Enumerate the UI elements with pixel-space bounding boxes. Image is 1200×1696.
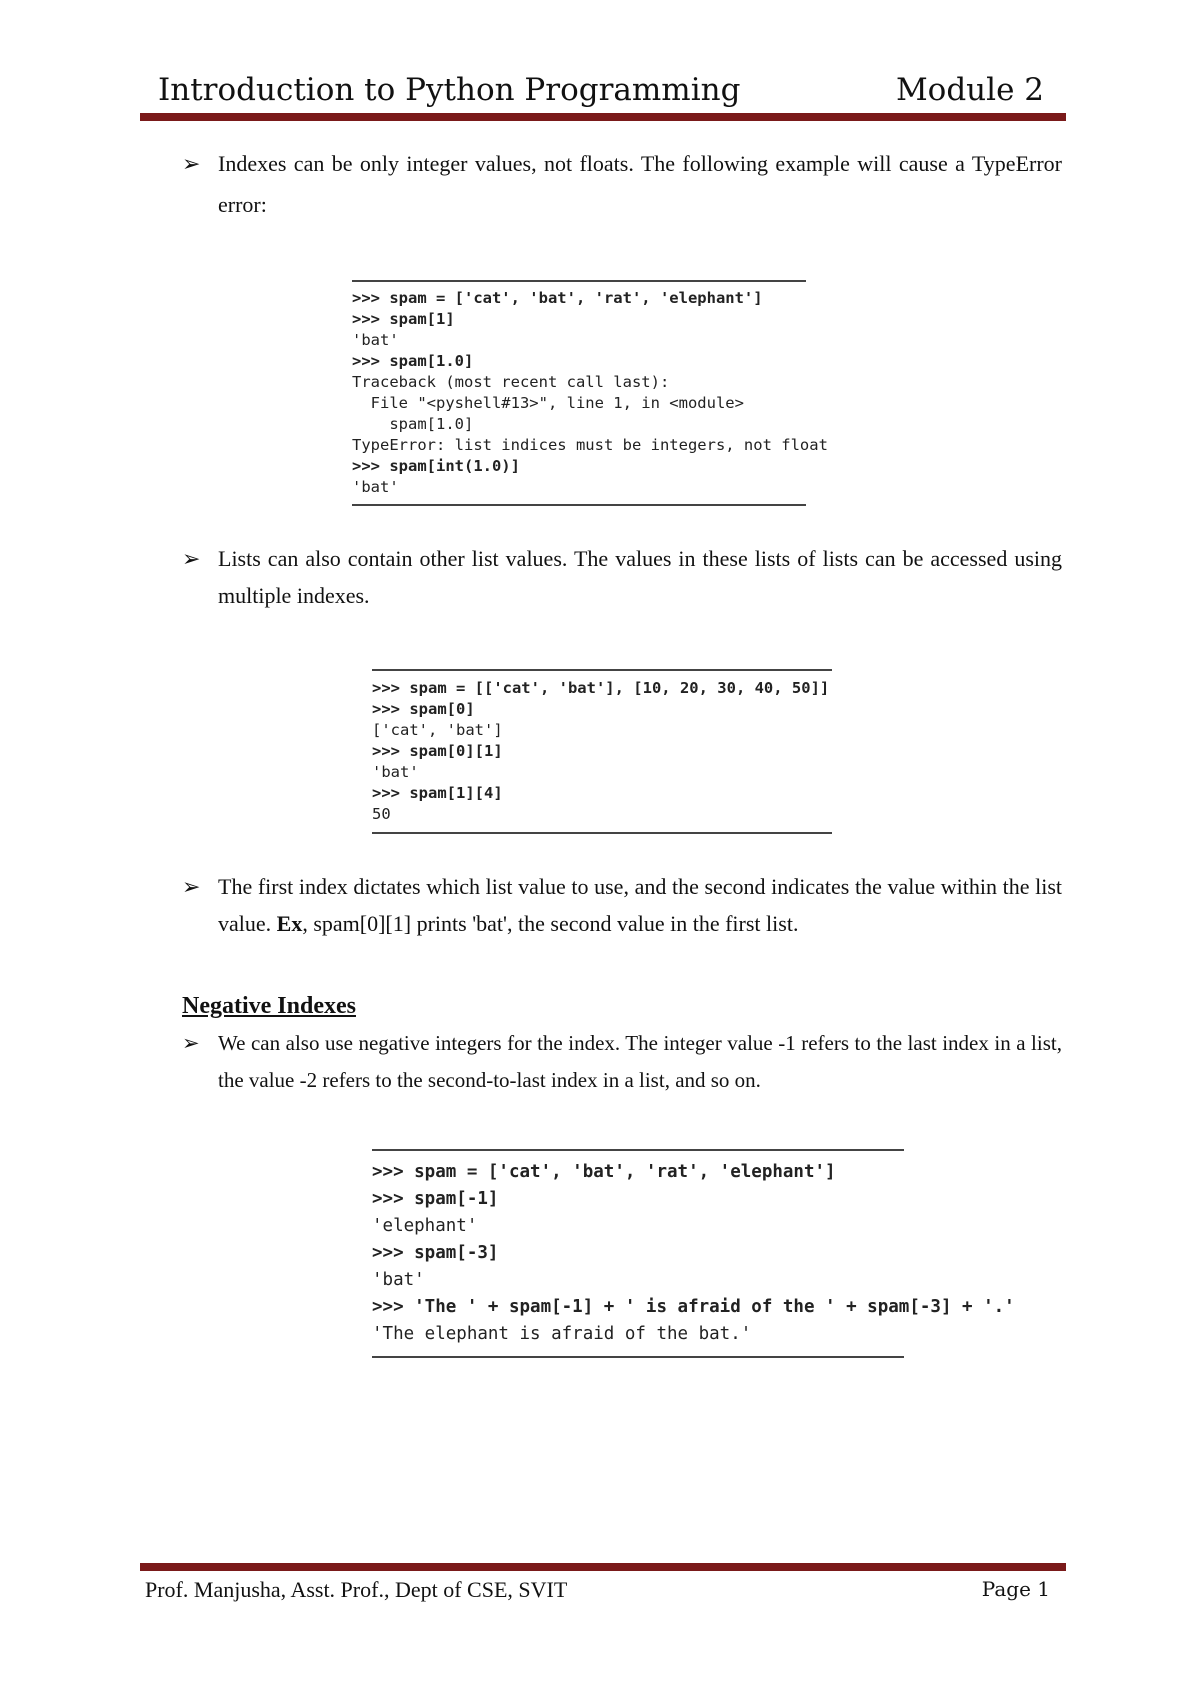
code-line: >>> spam[1] <box>352 310 455 328</box>
arrow-bullet-icon: ➢ <box>182 874 201 899</box>
bullet-nested-lists <box>182 540 1062 614</box>
code-line: 'elephant' <box>372 1216 478 1236</box>
code-line: Traceback (most recent call last): <box>352 373 670 391</box>
code-line: >>> spam[1.0] <box>352 352 474 370</box>
footer-rule <box>140 1563 1066 1571</box>
code-line: 'The elephant is afraid of the bat.' <box>372 1324 752 1344</box>
page-number: Page 1 <box>981 1577 1050 1601</box>
bullet-text <box>218 868 1062 942</box>
arrow-bullet-icon: ➢ <box>182 1031 200 1055</box>
bullet-text-part: The first index dictates which list value to use, and the second indicates the value within the list value. <box>218 874 1062 936</box>
code-block-negative-indexes <box>372 1149 1015 1358</box>
module-label: Module 2 <box>895 72 1044 108</box>
code-rule-bottom <box>372 832 832 834</box>
example-label: Ex <box>276 911 303 936</box>
code-line: >>> spam[0][1] <box>372 742 503 760</box>
code-line: >>> spam[1][4] <box>372 784 503 802</box>
bullet-text: Lists can also contain other list values. The values in these lists of lists can be accessed using multiple indexes. <box>218 546 1062 608</box>
code-line: 'bat' <box>352 331 399 349</box>
code-line: File "<pyshell#13>", line 1, in <module> <box>352 394 744 412</box>
code-line: 'bat' <box>372 763 419 781</box>
code-line: >>> spam[int(1.0)] <box>352 457 520 475</box>
code-line: spam[1.0] <box>352 415 474 433</box>
arrow-bullet-icon: ➢ <box>182 546 201 571</box>
bullet-index-meaning <box>182 868 1062 942</box>
code-line: >>> 'The ' + spam[-1] + ' is afraid of the ' + spam[-3] + '.' <box>372 1297 1015 1317</box>
footer-author: Prof. Manjusha, Asst. Prof., Dept of CSE, SVIT <box>145 1577 568 1602</box>
bullet-negative-indexes <box>182 1025 1062 1099</box>
code-line: >>> spam[-3] <box>372 1243 499 1263</box>
code-block-typeerror <box>352 280 828 506</box>
code-line: >>> spam[0] <box>372 700 475 718</box>
code-line: >>> spam = ['cat', 'bat', 'rat', 'elephant'] <box>372 1162 836 1182</box>
bullet-text: Indexes can be only integer values, not floats. The following example will cause a TypeError error: <box>218 151 1062 217</box>
bullet-float-index <box>182 143 1062 225</box>
code-rule-bottom <box>372 1356 904 1358</box>
document-title: Introduction to Python Programming <box>158 72 741 108</box>
page-header <box>140 72 1054 112</box>
arrow-bullet-icon: ➢ <box>182 151 201 176</box>
code-line: >>> spam = [['cat', 'bat'], [10, 20, 30, 40, 50]] <box>372 679 830 697</box>
code-line: 'bat' <box>372 1270 425 1290</box>
code-line: 'bat' <box>352 478 399 496</box>
header-rule <box>140 113 1066 121</box>
code-line: >>> spam[-1] <box>372 1189 499 1209</box>
code-line: ['cat', 'bat'] <box>372 721 503 739</box>
code-line: >>> spam = ['cat', 'bat', 'rat', 'elephant'] <box>352 289 763 307</box>
code-block-nested-lists <box>372 669 832 834</box>
code-line: TypeError: list indices must be integers, not float <box>352 436 828 454</box>
code-line: 50 <box>372 805 391 823</box>
code-rule-bottom <box>352 504 806 506</box>
bullet-text-part: , spam[0][1] prints 'bat', the second value in the first list. <box>302 911 799 936</box>
bullet-text: We can also use negative integers for the index. The integer value -1 refers to the last index in a list, the value -2 refers to the second-to-last index in a list, and so on. <box>218 1031 1062 1092</box>
section-heading-negative-indexes: Negative Indexes <box>182 993 356 1019</box>
